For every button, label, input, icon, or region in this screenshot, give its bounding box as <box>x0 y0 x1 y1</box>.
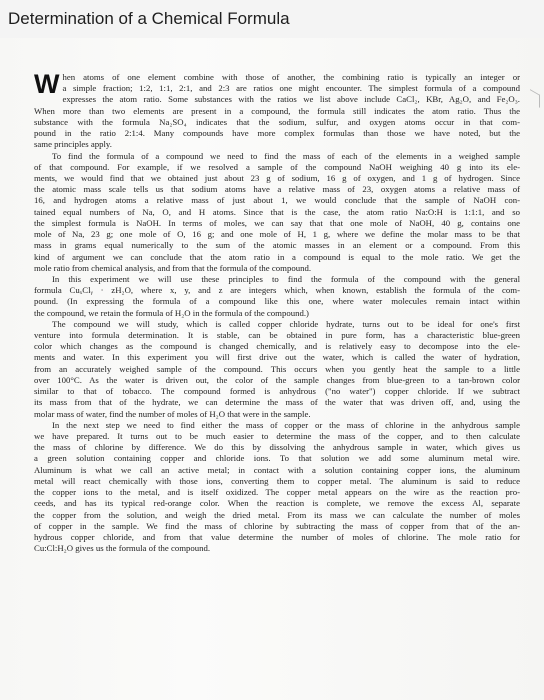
text-line: the mass of chlorine by difference. We do this by dissolving the anhydrous sample in water, which gives us <box>34 442 520 453</box>
text-line: 16, and hydrogen atoms a relative mass of just about 1, we would conclude that the sample of NaOH con- <box>34 195 520 206</box>
text-line: tained equal numbers of Na, O, and H atoms. Since that is the case, the atom ratio Na:O:H is 1:1:1, and so <box>34 206 520 217</box>
text-line: mole of Na, 23 g; one mole of O, 16 g; and one mole of H, 1 g, where we define the molar mass to be that <box>34 229 520 240</box>
text-line: metal will react chemically with those ions, converting them to copper metal. The aluminum is said to reduce <box>34 475 520 486</box>
text-line: expresses the atom ratio. Some substances with the ratios we list above include CaCl₂, KBr, Ag₂O, and Fe₂O₃. <box>62 94 520 105</box>
text-line: color which changes as the compound is changed chemically, and is relatively easy to decompose into the ele- <box>34 341 520 352</box>
text-line: pound. (In expressing the formula of a compound like this one, where water molecules remain intact within <box>34 296 520 307</box>
text-line: its mass from that of the hydrate, we can determine the mass of the water that was driven off, and, using the <box>34 397 520 408</box>
text-line: we have prepared. It turns out to be much easier to determine the mass of the copper, and to then calculate <box>34 431 520 441</box>
text-line: In the next step we need to find either the mass of copper or the mass of chlorine in the anhydrous sample <box>52 419 520 430</box>
text-line: the copper ions to the metal, and is itself oxidized. The copper metal appears on the wire as the reaction pro- <box>34 487 520 498</box>
text-line: Aluminum is what we call an active metal; in contact with a solution containing copper ions, the aluminum <box>34 464 520 475</box>
text-line: hydrous copper chloride, and from that value determine the number of moles of chlorine. The mole ratio for <box>34 531 520 542</box>
title-bar <box>0 0 544 39</box>
text-line: Cu:Cl:H₂O gives us the formula of the compound. <box>34 543 211 554</box>
text-line: of copper in the sample. We find the mass of chlorine by subtracting the mass of copper from that of the an- <box>34 520 520 531</box>
text-line: over 100°C. As the water is driven out, the color of the sample changes from blue-green to a tan-brown color <box>34 374 520 385</box>
text-line: the simplest formula is NaOH. In terms of moles, we can say that that one mole of NaOH, 40 g, contains one <box>34 217 520 228</box>
text-line: the compound, we retain the formula of H₂O in the formula of the compound.) <box>34 307 309 318</box>
text-line: similar to that of tobacco. The compound formed is anhydrous ("no water") copper chloride. If we subtract <box>34 386 520 397</box>
text-line: The compound we will study, which is called copper chloride hydrate, turns out to be ideal for one's first <box>52 318 520 329</box>
text-line: In this experiment we will use these principles to find the formula of the compound with the general <box>52 273 520 284</box>
text-line: from an accurately weighed sample of the compound. This occurs when you gently heat the sample to a little <box>34 363 520 374</box>
text-line: kind of argument we can conclude that the atom ratio in a compound is equal to the mole ratio. We get the <box>34 251 520 262</box>
text-line: ments and water. In this experiment you will first drive out the water, which is called the water of hydration, <box>34 352 520 363</box>
text-line: When more than two elements are present in a compound, the formula still indicates the atom ratio. Thus the <box>34 105 520 116</box>
drop-cap: W <box>34 69 60 99</box>
text-line: same principles apply. <box>34 139 112 150</box>
text-line: substance with the formula Na₂SO₄ indicates that the sodium, sulfur, and oxygen atoms occur in that com- <box>34 116 520 127</box>
text-line: ceeds, and has its typical red-orange color. When the reaction is complete, we remove the excess Al, separate <box>34 498 520 509</box>
text-line: a simple fraction; 1:2, 1:1, 2:1, and 2:3 are ratios one might encounter. The simplest formula of a compound <box>62 83 520 94</box>
text-line: of that compound. For example, if we resolved a sample of the compound NaOH weighing 40 g into its ele- <box>34 161 520 172</box>
text-line: the atomic mass scale tells us that sodium atoms have a relative mass of 23, oxygen atoms a relative mass of <box>34 184 520 195</box>
text-line: molar mass of water, find the number of moles of H₂O that were in the sample. <box>34 408 311 419</box>
article-body <box>34 69 520 554</box>
text-line: ments, we would find that we obtained just about 23 g of sodium, 16 g of oxygen, and 1 g of hydrogen. Since <box>34 172 520 183</box>
page-title: Determination of a Chemical Formula <box>8 9 290 28</box>
text-line: venture into formula determination. It is stable, can be obtained in pure form, has a characteristic blue-green <box>34 330 520 341</box>
text-line: a green solution containing copper and chloride ions. To that solution we add some aluminum metal wire. <box>34 453 520 464</box>
text-line: To find the formula of a compound we need to find the mass of each of the elements in a weighed sample <box>52 150 520 161</box>
text-line: pound in the ratio 2:1:4. Many compounds have more complex formulas than those we have noted, but the <box>34 128 520 139</box>
text-line: formula CuₓClᵧ · zH₂O, where x, y, and z are integers which, when known, establish the formula of the com- <box>34 285 520 296</box>
text-line: mass in grams equal numerically to the sum of the atomic masses in an element or a compound. From this <box>34 240 520 251</box>
text-line: the copper from the solution, and weigh the dried metal. From its mass we can calculate the number of moles <box>34 509 520 520</box>
text-line: hen atoms of one element combine with those of another, the combining ratio is typically an integer or <box>62 72 520 82</box>
text-line: mole ratio from chemical analysis, and from that the formula of the compound. <box>34 262 312 273</box>
